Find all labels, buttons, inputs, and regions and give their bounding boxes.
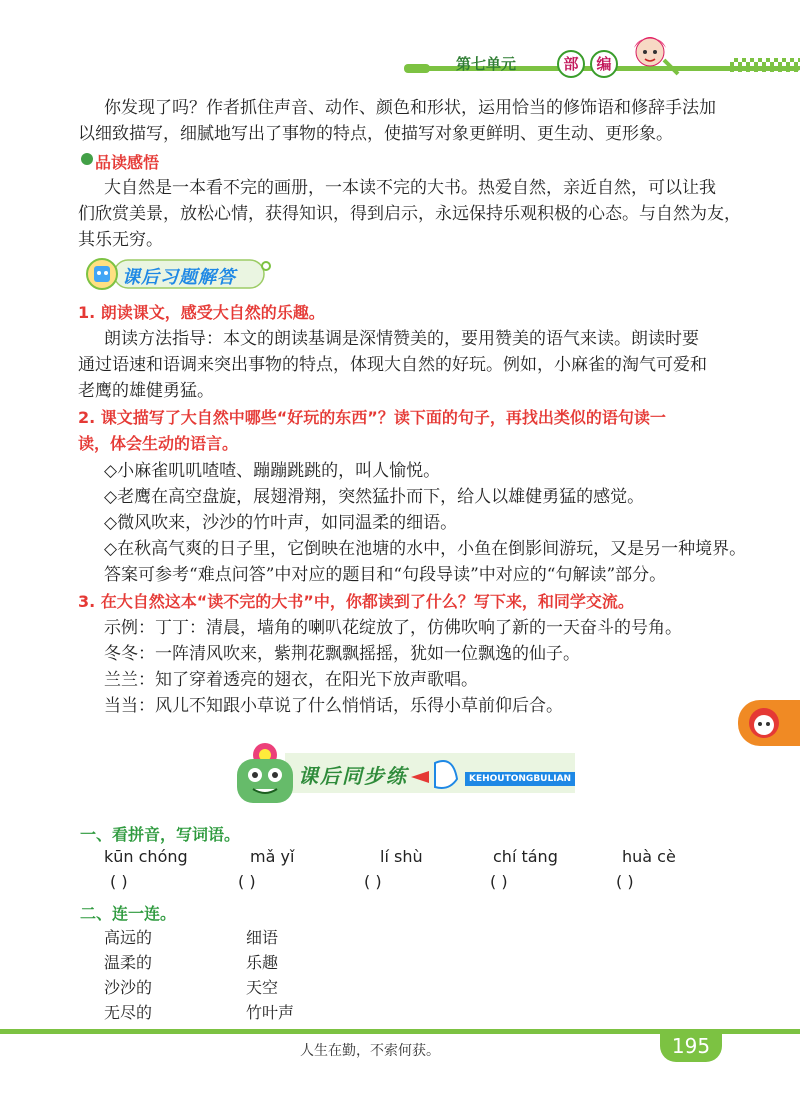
exercise-answers-title: 课后习题解答 bbox=[122, 267, 236, 288]
answer-blank[interactable]: ( ) bbox=[364, 872, 382, 891]
match-left-item: 温柔的 bbox=[104, 953, 153, 972]
q3-title: 3. 在大自然这本“读不完的大书”中，你都读到了什么？写下来，和同学交流。 bbox=[78, 592, 634, 611]
green-dot-icon bbox=[80, 152, 94, 166]
answer-blank[interactable]: ( ) bbox=[238, 872, 256, 891]
unit-label: 第七单元 bbox=[456, 55, 517, 73]
q3-item: 兰兰：知了穿着透亮的翅衣，在阳光下放声歌唱。 bbox=[104, 670, 478, 690]
page-number: 195 bbox=[660, 1030, 722, 1062]
pindu-line-3: 其乐无穷。 bbox=[78, 230, 163, 250]
match-right-item: 天空 bbox=[246, 978, 279, 997]
sync-practice-title: 课后同步练 bbox=[298, 764, 408, 788]
q1-title: 1. 朗读课文，感受大自然的乐趣。 bbox=[78, 303, 325, 322]
match-left-item: 沙沙的 bbox=[104, 978, 153, 997]
cartoon-face-icon bbox=[746, 705, 782, 741]
pinyin-item: lí shù bbox=[380, 847, 423, 866]
ex1-title: 一、看拼音，写词语。 bbox=[80, 825, 241, 844]
q2-title-2: 读，体会生动的语言。 bbox=[78, 434, 239, 453]
edition-badge-2: 编 bbox=[590, 50, 618, 78]
pindu-title: 品读感悟 bbox=[95, 153, 160, 172]
intro-line-2: 以细致描写，细腻地写出了事物的特点，使描写对象更鲜明、更生动、更形象。 bbox=[78, 124, 673, 144]
q1-line-2: 通过语速和语调来突出事物的特点，体现大自然的好玩。例如，小麻雀的淘气可爱和 bbox=[78, 355, 707, 375]
pinyin-item: mǎ yǐ bbox=[250, 847, 295, 866]
pinyin-item: huà cè bbox=[622, 847, 676, 866]
sync-practice-pinyin: KEHOUTONGBULIAN bbox=[465, 772, 575, 786]
pinyin-item: kūn chóng bbox=[104, 847, 188, 866]
answer-blank[interactable]: ( ) bbox=[616, 872, 634, 891]
edition-badge-1: 部 bbox=[557, 50, 585, 78]
pindu-line-2: 们欣赏美景，放松心情，获得知识，得到启示，永远保持乐观积极的心态。与自然为友， bbox=[78, 204, 741, 224]
match-left-item: 高远的 bbox=[104, 928, 153, 947]
footer-motto: 人生在勤，不索何获。 bbox=[300, 1043, 440, 1059]
match-left-item: 无尽的 bbox=[104, 1003, 153, 1022]
q2-item: ◇在秋高气爽的日子里，它倒映在池塘的水中，小鱼在倒影间游玩，又是另一种境界。 bbox=[104, 539, 747, 559]
answer-blank[interactable]: ( ) bbox=[110, 872, 128, 891]
pindu-line-1: 大自然是一本看不完的画册，一本读不完的大书。热爱自然，亲近自然，可以让我 bbox=[104, 178, 716, 198]
q2-answer: 答案可参考“难点问答”中对应的题目和“句段导读”中对应的“句解读”部分。 bbox=[104, 565, 667, 585]
q1-line-1: 朗读方法指导：本文的朗读基调是深情赞美的，要用赞美的语气来读。朗读时要 bbox=[104, 329, 699, 349]
q2-title-1: 2. 课文描写了大自然中哪些“好玩的东西”？读下面的句子，再找出类似的语句读一 bbox=[78, 408, 666, 427]
q3-item: 冬冬：一阵清风吹来，紫荆花飘飘摇摇，犹如一位飘逸的仙子。 bbox=[104, 644, 580, 664]
header-checker-pattern bbox=[730, 58, 800, 72]
ex2-title: 二、连一连。 bbox=[80, 904, 177, 923]
match-right-item: 乐趣 bbox=[246, 953, 279, 972]
pinyin-item: chí táng bbox=[493, 847, 558, 866]
q2-item: ◇小麻雀叽叽喳喳、蹦蹦跳跳的，叫人愉悦。 bbox=[104, 461, 441, 481]
answer-blank[interactable]: ( ) bbox=[490, 872, 508, 891]
q2-item: ◇微风吹来，沙沙的竹叶声，如同温柔的细语。 bbox=[104, 513, 458, 533]
intro-line-1: 你发现了吗？作者抓住声音、动作、颜色和形状，运用恰当的修饰语和修辞手法加 bbox=[104, 98, 716, 118]
cartoon-girl-icon bbox=[620, 30, 680, 78]
q3-item: 示例：丁丁：清晨，墙角的喇叭花绽放了，仿佛吹响了新的一天奋斗的号角。 bbox=[104, 618, 682, 638]
q3-item: 当当：风儿不知跟小草说了什么悄悄话，乐得小草前仰后合。 bbox=[104, 696, 563, 716]
q2-item: ◇老鹰在高空盘旋，展翅滑翔，突然猛扑而下，给人以雄健勇猛的感觉。 bbox=[104, 487, 645, 507]
q1-line-3: 老鹰的雄健勇猛。 bbox=[78, 381, 214, 401]
match-right-item: 细语 bbox=[246, 928, 279, 947]
match-right-item: 竹叶声 bbox=[246, 1003, 295, 1022]
